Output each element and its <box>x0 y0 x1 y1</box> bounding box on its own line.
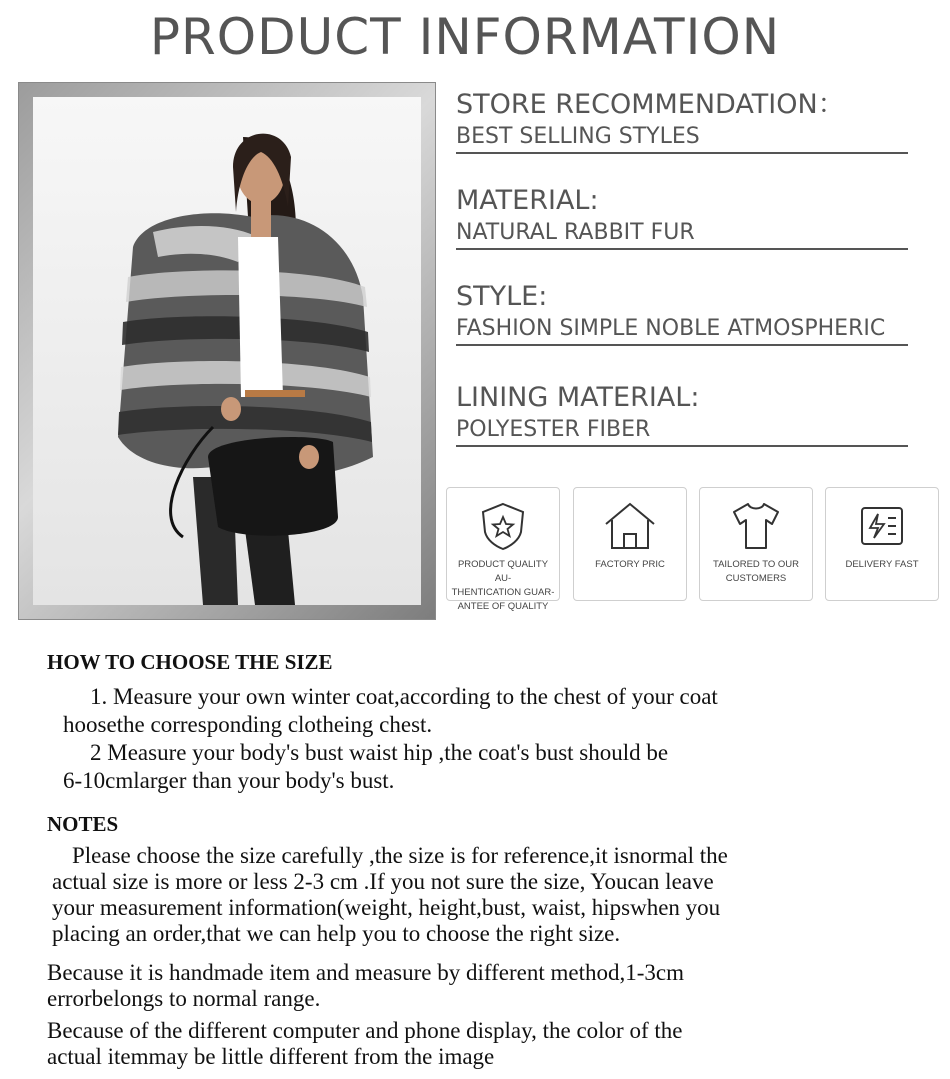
notes-line: Please choose the size carefully ,the size is for reference,it isnormal the <box>72 843 728 868</box>
badge-text-line: CUSTOMERS <box>725 573 787 584</box>
page-title: PRODUCT INFORMATION <box>149 8 781 66</box>
notes-line: actual itemmay be little different from the image <box>47 1044 495 1069</box>
size-guide-line: 2 Measure your body's bust waist hip ,the coat's bust should be <box>90 740 669 765</box>
model-illustration <box>33 97 421 605</box>
badge-tailored <box>699 487 813 601</box>
size-guide-line: 6-10cmlarger than your body's bust. <box>63 768 395 793</box>
shield-star-icon <box>475 498 531 554</box>
notes-line: placing an order,that we can help you to choose the right size. <box>52 921 621 946</box>
spec-label: MATERIAL: <box>456 185 599 216</box>
house-icon <box>600 498 660 554</box>
notes-line: errorbelongs to normal range. <box>47 986 321 1011</box>
spec-label: LINING MATERIAL: <box>456 382 700 413</box>
spec-label: STYLE: <box>456 281 548 312</box>
size-guide-heading: HOW TO CHOOSE THE SIZE <box>47 650 333 674</box>
badge-text-line: PRODUCT QUALITY AU- <box>457 559 549 584</box>
spec-value: BEST SELLING STYLES <box>456 122 908 154</box>
notes-heading: NOTES <box>47 812 119 836</box>
feature-badges <box>446 487 942 612</box>
product-photo-frame <box>18 82 436 620</box>
badge-text-line: TAILORED TO OUR <box>712 559 800 570</box>
lightning-delivery-icon <box>852 498 912 554</box>
badge-factory-price <box>573 487 687 601</box>
notes-line: Because it is handmade item and measure by different method,1-3cm <box>47 960 684 985</box>
badge-text-line: THENTICATION GUAR- <box>451 587 555 598</box>
notes-line: Because of the different computer and phone display, the color of the <box>47 1018 683 1043</box>
badge-delivery <box>825 487 939 601</box>
spec-value: POLYESTER FIBER <box>456 415 908 447</box>
badge-quality <box>446 487 560 612</box>
spec-lining-material <box>456 381 908 447</box>
size-guide-line: hoosethe corresponding clotheing chest. <box>63 712 433 737</box>
badge-text-line: DELIVERY FAST <box>845 559 919 570</box>
notes-line: actual size is more or less 2-3 cm .If you not sure the size, Youcan leave <box>52 869 714 894</box>
spec-material <box>456 184 908 250</box>
product-photo <box>33 97 421 605</box>
spec-style <box>456 280 908 346</box>
tshirt-icon <box>726 498 786 554</box>
notes-line: your measurement information(weight, height,bust, waist, hipswhen you <box>52 895 721 920</box>
badge-text-line: ANTEE OF QUALITY <box>457 601 549 612</box>
spec-value: NATURAL RABBIT FUR <box>456 218 908 250</box>
badge-text-line: FACTORY PRIC <box>595 559 665 570</box>
spec-store-recommendation <box>456 88 908 154</box>
spec-label: STORE RECOMMENDATION： <box>456 89 845 120</box>
size-guide-line: 1. Measure your own winter coat,according to the chest of your coat <box>90 684 718 709</box>
spec-value: FASHION SIMPLE NOBLE ATMOSPHERIC <box>456 314 908 346</box>
